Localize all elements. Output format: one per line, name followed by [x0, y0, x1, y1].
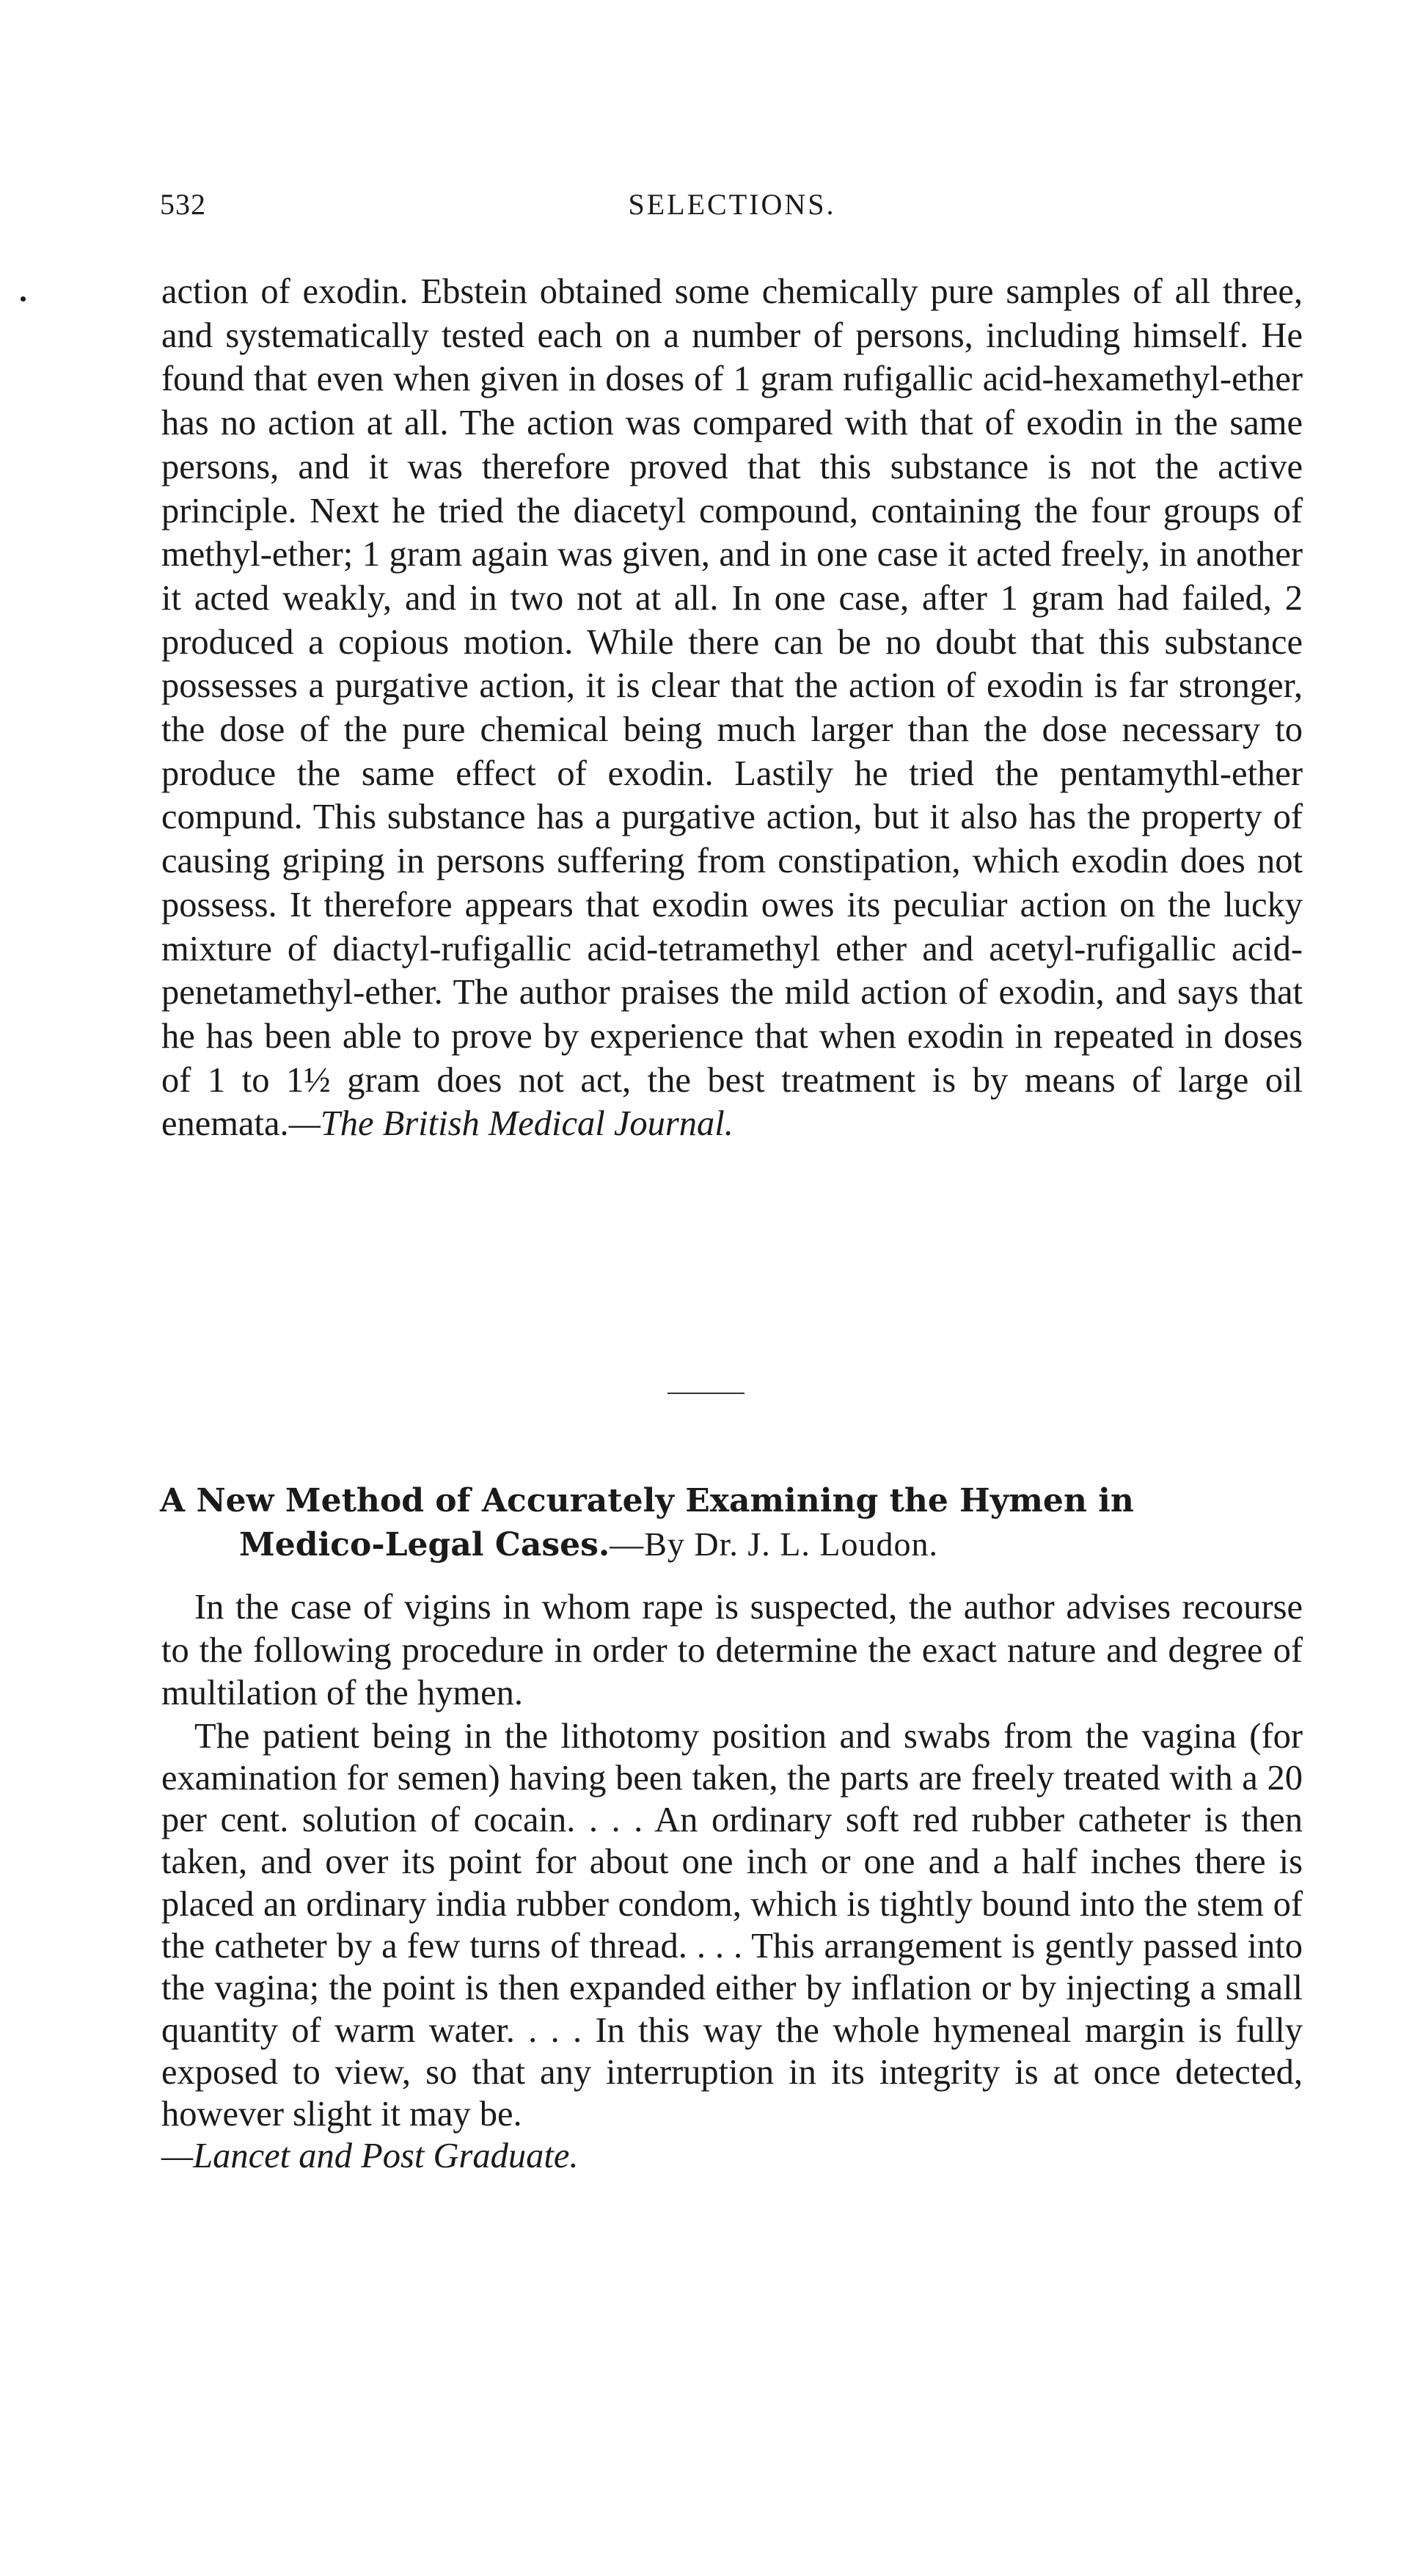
continued-article-source: —The British Medical Journal. — [288, 1104, 734, 1144]
new-article-paragraph-1: In the case of vigins in whom rape is suspected, the author advises recourse to the following procedure in order to determine the exact nature and degree of multilation of the hymen. — [161, 1588, 1303, 1712]
section-divider — [667, 1393, 745, 1394]
continued-article — [161, 270, 1303, 1146]
continued-paragraph-text: action of exodin. Ebstein obtained some chemically pure samples of all three, and systematically tested each on a number of persons, including himself. He found that even when given in doses of 1 gram rufigallic acid-hexamethyl-ether has no action at all. The action was compared with that of exodin in the same persons, and it was therefore proved that this substance is not the active principle. Next he tried the diacetyl compound, containing the four groups of methyl-ether; 1 gram again was given, and in one case it acted freely, in another it acted weakly, and in two not at all. In one case, after 1 gram had failed, 2 produced a copious motion. While there can be no doubt that this substance possesses a purgative action, it is clear that the action of exodin is far stronger, the dose of the pure chemical being much larger than the dose necessary to produce the same effect of exodin. Lastily he tried the pentamythl-ether compund. This substance has a purgative action, but it also has the property of causing griping in persons suffering from constipation, which exodin does not possess. It therefore appears that exodin owes its peculiar action on the lucky mixture of diactyl-rufigallic acid-tetramethyl ether and acetyl-rufigallic acid-penetamethyl-ether. The author praises the mild action of exodin, and says that he has been able to prove by experience that when exodin in repeated in doses of 1 to 1½ gram does not act, the best treatment is by means of large oil enemata. — [161, 272, 1303, 1144]
continued-paragraph — [161, 270, 1303, 1146]
new-article-paragraph-2 — [161, 1715, 1303, 2178]
article-author: —By Dr. J. L. Loudon. — [610, 1525, 938, 1563]
article-title-line-2-wrap — [160, 1522, 1304, 1566]
new-article-source: —Lancet and Post Graduate. — [161, 2137, 579, 2176]
margin-dot — [21, 296, 26, 302]
page-number: 532 — [160, 188, 206, 221]
new-article-body — [161, 1586, 1303, 2178]
page-header — [160, 187, 1304, 231]
article-title — [160, 1479, 1304, 1566]
article-title-line-1: A New Method of Accurately Examining the Hymen in — [160, 1482, 1134, 1519]
running-head: SELECTIONS. — [628, 188, 836, 221]
article-title-line-2: Medico-Legal Cases. — [239, 1526, 610, 1564]
new-article-paragraph-2-text: The patient being in the lithotomy position and swabs from the vagina (for examination for semen) having been taken, the parts are freely treated with a 20 per cent. solution of cocain. . . . An ordinary soft red rubber catheter is then taken, and over its point for about one inch or one and a half inches there is placed an ordinary india rubber condom, which is tightly bound into the stem of the catheter by a few turns of thread. . . . This arrangement is gently passed into the vagina; the point is then expanded either by inflation or by injecting a small quantity of warm water. . . . In this way the whole hymeneal margin is fully exposed to view, so that any interruption in its integrity is at once detected, however slight it may be. — [161, 1716, 1303, 2134]
